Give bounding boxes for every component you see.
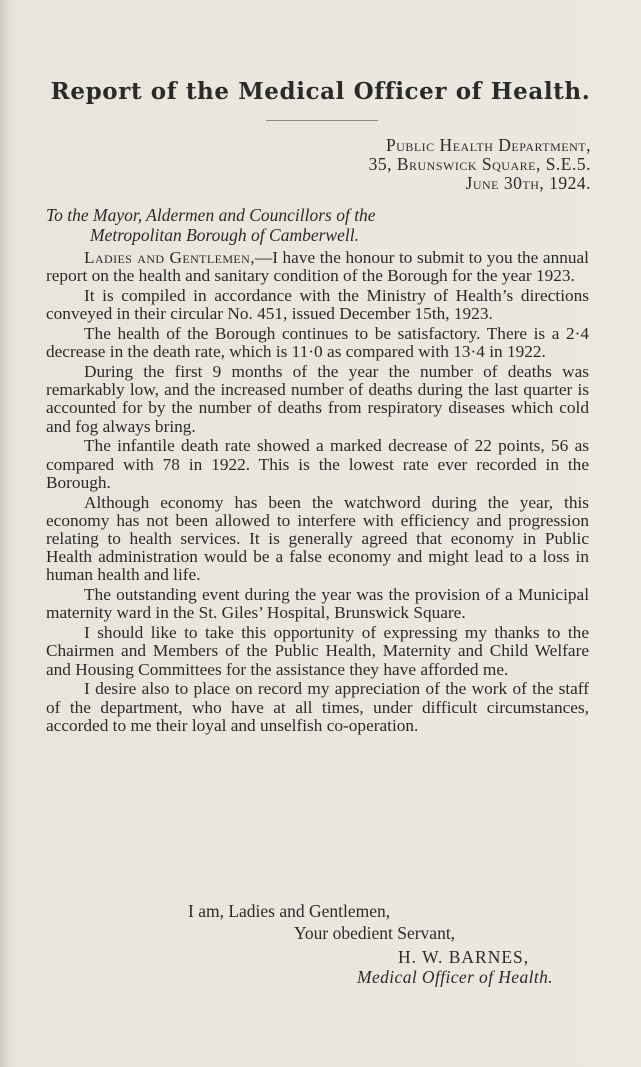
salutation xyxy=(46,205,376,245)
title-divider xyxy=(266,120,378,121)
address-date: June 30th, 1924. xyxy=(465,173,591,193)
sender-address xyxy=(369,136,591,193)
address-department: Public Health Department, xyxy=(385,135,591,155)
paragraph-1-text: —I have the honour to submit to you the annual report on the health and sanitary condition of the Borough for the year 1923. xyxy=(46,248,589,286)
salutation-line-2: Metropolitan Borough of Camberwell. xyxy=(90,225,359,245)
address-street: 35, Brunswick Square, S.E.5. xyxy=(368,154,591,174)
greeting-lead: Ladies and Gentlemen, xyxy=(84,248,255,267)
paragraph-2: It is compiled in accordance with the Ministry of Health’s directions conveyed in their circular No. 451, issued December 15th, 1923. xyxy=(46,286,589,324)
closing-line-2: Your obedient Servant, xyxy=(294,923,456,943)
page-binding-edge xyxy=(0,0,10,1067)
paragraph-3: The health of the Borough continues to be satisfactory. There is a 2·4 decrease in the death rate, which is 11·0 as compared with 13·4 in 1922. xyxy=(46,324,589,362)
paragraph-6: Although economy has been the watchword during the year, this economy has not been allowed to interfere with efficiency and progression relating to health services. It is generally agreed that economy in Public Health administration would be a false economy and might lead to a loss in human health and life. xyxy=(46,492,589,585)
signature-name: H. W. BARNES, xyxy=(398,947,530,967)
paragraph-1 xyxy=(46,249,589,285)
signature-title: Medical Officer of Health. xyxy=(357,967,554,987)
paragraph-4: During the first 9 months of the year the number of deaths was remarkably low, and the increased number of deaths during the last quarter is accounted for by the number of deaths from respiratory diseases which cold and fog always bring. xyxy=(46,362,589,436)
paragraph-8: I should like to take this opportunity of expressing my thanks to the Chairmen and Members of the Public Health, Maternity and Child Welfare and Housing Committees for the assistance they have afforded me. xyxy=(46,623,589,679)
salutation-line-1: To the Mayor, Aldermen and Councillors of the xyxy=(46,205,376,225)
paragraph-7: The outstanding event during the year was the provision of a Municipal maternity ward in the St. Giles’ Hospital, Brunswick Square. xyxy=(46,585,589,623)
closing-line-1: I am, Ladies and Gentlemen, xyxy=(188,901,391,921)
report-title: Report of the Medical Officer of Health. xyxy=(50,78,591,105)
paragraph-9: I desire also to place on record my appreciation of the work of the staff of the department, who have at all times, under difficult circumstances, accorded to me their loyal and unselfish co-operation. xyxy=(46,679,589,735)
letter-body xyxy=(46,249,589,737)
paragraph-5: The infantile death rate showed a marked decrease of 22 points, 56 as compared with 78 in 1922. This is the lowest rate ever recorded in the Borough. xyxy=(46,436,589,492)
